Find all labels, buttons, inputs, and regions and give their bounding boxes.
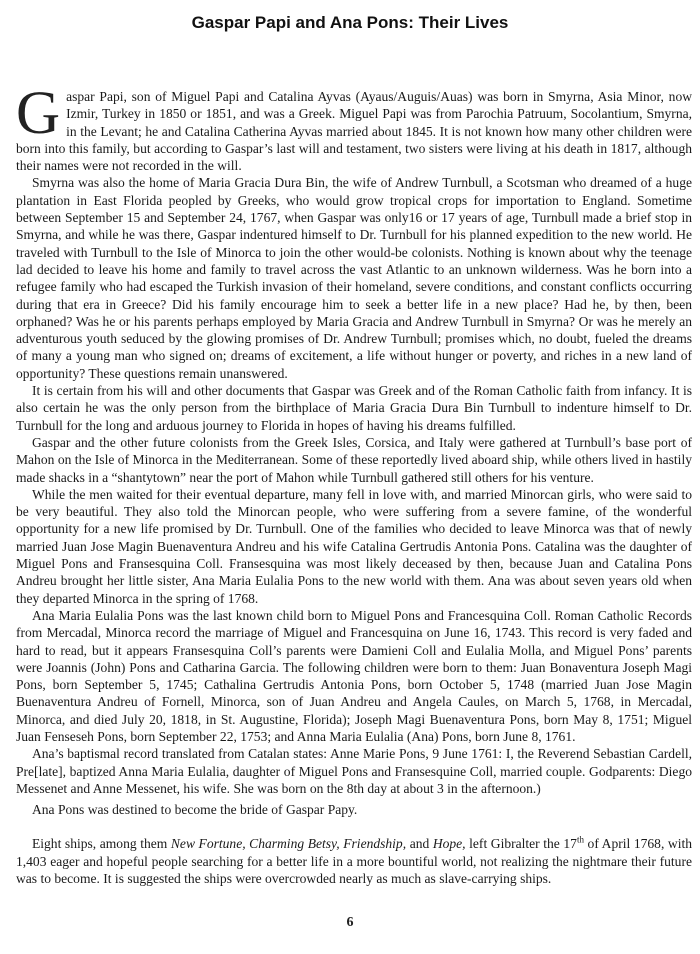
paragraph-9 bbox=[16, 835, 692, 887]
paragraph-6: Ana Maria Eulalia Pons was the last known child born to Miguel Pons and Francesquina Coll. Roman Catholic Records from Mercadal, Minorca record the marriage of Miguel and Francesquina on June 16, 1743. This record is very faded and hard to read, but it appears Fransesquina Coll’s parents were Damieni Coll and Eulalia Molla, and Miguel Pons’ parents were Joannis (John) Pons and Catharina Garcia. The following children were born to them: Juan Bonaventura Joseph Magi Pons, born September 5, 1745; Cathalina Gertrudis Antonia Pons, born October 5, 1748 (married Juan Jose Magin Buenaventura Andreu of Fornell, Minorca, son of Juan Andreu and Angela Caules, on March 5, 1768, in Mercadal, Minorca, and died July 20, 1818, in St. Augustine, Florida); Joseph Magi Buenaventura Pons, born May 8, 1751; Miguel Juan Fenseseh Pons, born September 22, 1753; and Anna Maria Eulalia (Ana) Pons, born June 8, 1761. bbox=[16, 607, 692, 744]
paragraph-2: Smyrna was also the home of Maria Gracia Dura Bin, the wife of Andrew Turnbull, a Scotsman who dreamed of a huge plantation in East Florida peopled by Greeks, who would grow tropical crops for importation to England. Sometime between September 15 and September 24, 1767, when Gaspar was only16 or 17 years of age, Turnbull made a brief stop in Smyrna, and while he was there, Gaspar indentured himself to Dr. Turnbull for his planned expedition to the new world. He traveled with Turnbull to the Isle of Minorca to join the other would-be colonists. Nothing is known about why the teenage lad decided to leave his home and family to travel across the vast Atlantic to an unknown wilderness. Was he born into a refugee family who had escaped the Turkish invasion of their homeland, severe conditions, and constant conflicts occurring during that era in Greece? Did his family encourage him to seek a better life in a new place? Had he, by then, been orphaned? Was he or his parents perhaps employed by Maria Gracia and Andrew Turnbull in Smyrna? Or was he merely an adventurous youth seduced by the glowing promises of Dr. Andrew Turnbull; promises which, no doubt, fueled the dreams of many a young man who signed on; dreams of excitement, a life without hunger or poverty, and riches in a new land of opportunity? These questions remain unanswered. bbox=[16, 175, 692, 381]
page-title: Gaspar Papi and Ana Pons: Their Lives bbox=[191, 13, 509, 32]
drop-cap: G bbox=[16, 80, 61, 147]
paragraph-5: While the men waited for their eventual departure, many fell in love with, and married Minorcan girls, who were said to be very beautiful. They also told the Minorcan people, who were suffering from a severe famine, of the wonderful opportunity for a new life promised by Dr. Turnbull. One of the families who decided to leave Minorca was that of newly married Juan Jose Magin Buenaventura Andreu and his wife Catalina Gertrudis Antonia Pons. Catalina was the daughter of Miguel Pons and Fransesquina Coll. Fransesquina was most likely deceased by then, because Juan and Catalina Pons Andreu brought her little sister, Ana Maria Eulalia Pons to the new world with them. Ana was about seven years old when they departed Minorca in the spring of 1768. bbox=[16, 486, 692, 606]
ship-name-hope: Hope, bbox=[432, 836, 466, 852]
article-body bbox=[16, 80, 692, 887]
paragraph-1 bbox=[16, 80, 692, 174]
page-number: 6 bbox=[346, 915, 354, 930]
paragraph-4: Gaspar and the other future colonists from the Greek Isles, Corsica, and Italy were gathered at Turnbull’s base port of Mahon on the Isle of Minorca in the Mediterranean. Some of these reportedly lived aboard ship, while others lived in hastily made shacks in a “shantytown” near the port of Mahon while Turnbull gathered still others for his venture. bbox=[16, 434, 692, 485]
p9-text-a: Eight ships, among them bbox=[32, 836, 171, 852]
paragraph-3: It is certain from his will and other documents that Gaspar was Greek and of the Roman Catholic faith from infancy. It is also certain he was the only person from the birthplace of Maria Gracia Dura Bin Turnbull to indenture himself to Dr. Turnbull for the long and arduous journey to Florida in hopes of having his dreams fulfilled. bbox=[16, 383, 692, 433]
paragraph-1-text: aspar Papi, son of Miguel Papi and Catalina Ayvas (Ayaus/Auguis/Auas) was born in Smyrna, Asia Minor, now Izmir, Turkey in 1850 or 1851, and was a Greek. Miguel Papi was from Parochia Patruum, Socolantium, Smyrna, in the Levant; he and Catalina Catherina Ayvas married about 1845. It is not known how many other children were born into this family, but according to Gaspar’s last will and testament, two sisters were living at his death in 1817, although their names were not recorded in the will. bbox=[16, 89, 692, 174]
paragraph-7: Ana’s baptismal record translated from Catalan states: Anne Marie Pons, 9 June 1761: I, the Reverend Sebastian Cardell, Pre[late], baptized Anna Maria Eulalia, daughter of Miguel Pons and Fransesquine Coll, married couple. Godparents: Diego Messenet and Anne Messenet, his wife. She was born on the 8th day at about 3 in the afternoon.) bbox=[16, 746, 692, 796]
ordinal-suffix: th bbox=[576, 834, 584, 845]
paragraph-8: Ana Pons was destined to become the bride of Gaspar Papy. bbox=[32, 802, 358, 818]
p9-text-b: left Gibralter the 17 bbox=[465, 836, 577, 852]
ship-names: New Fortune, Charming Betsy, Friendship, bbox=[170, 836, 407, 852]
p9-and: and bbox=[406, 836, 433, 852]
p9-text-c: of April 1768, with 1,403 eager and hopeful people searching for a better life in a more bountiful world, not realizing the nightmare their future was to become. It is suggested the ships were overcrowded nearly as much as slave-carrying ships. bbox=[16, 836, 692, 887]
